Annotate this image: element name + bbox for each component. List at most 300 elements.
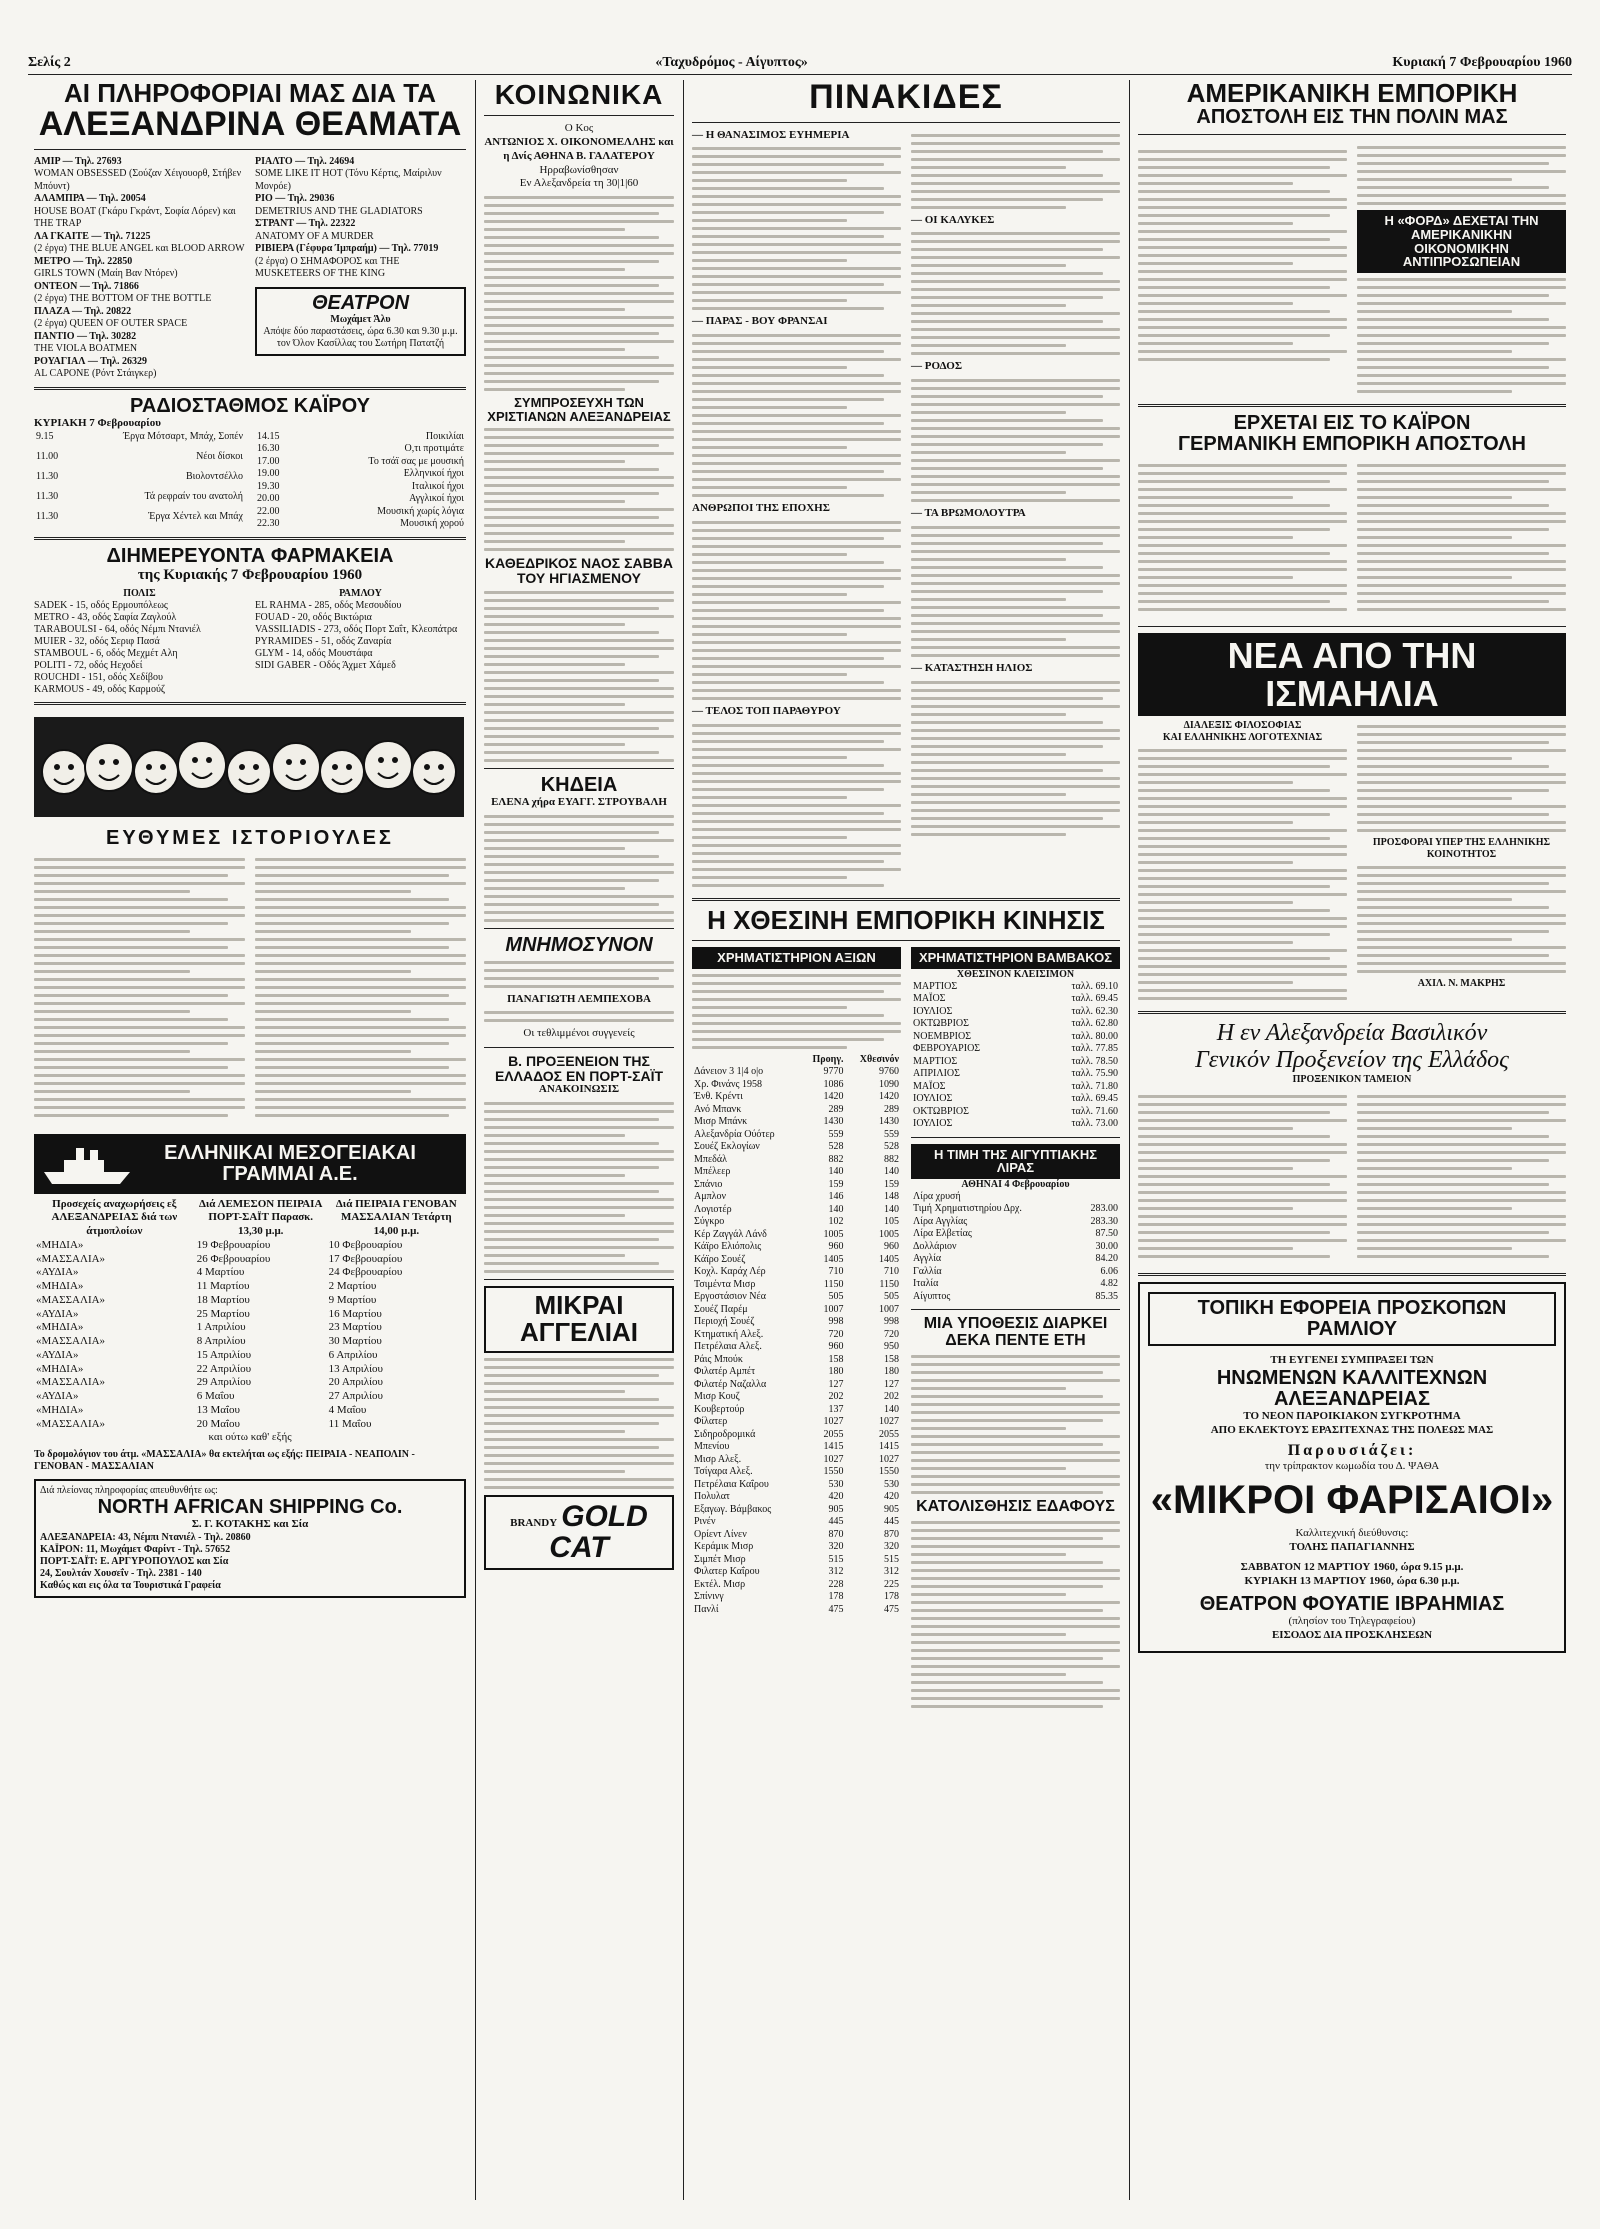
bourse-row-cell: 2055: [823, 1428, 844, 1440]
bourse-row-cell: Εκτέλ. Μισρ: [694, 1578, 746, 1590]
bourse-row: [692, 1216, 901, 1229]
radio-row: [34, 471, 245, 491]
radio-row-cell: Έργα Μότσαρτ, Μπάχ, Σοπέν: [123, 430, 243, 442]
cotton-row: [911, 1118, 1120, 1131]
cotton-row-cell: ΟΚΤΩΒΡΙΟΣ: [913, 1018, 969, 1030]
bourse-row-cell: 710: [828, 1266, 844, 1278]
bourse-row-cell: 1430: [879, 1116, 899, 1128]
column-3: [686, 80, 1126, 2210]
cathedral-title: ΚΑΘΕΔΡΙΚΟΣ ΝΑΟΣ ΣΑΒΒΑ ΤΟΥ ΗΓΙΑΣΜΕΝΟΥ: [485, 555, 673, 587]
bourse-table: [692, 1054, 901, 1617]
bourse-row-cell: Πανλί: [694, 1603, 719, 1615]
bourse-row-cell: 158: [828, 1353, 844, 1365]
cinema-entry: ΡΙΑΛΤΟ — Τηλ. 24694: [255, 155, 355, 167]
schedule-date: 29 Απριλίου: [196, 1376, 252, 1389]
cotton-row-cell: ταλλ. 73.00: [1071, 1118, 1118, 1130]
bourse-row-cell: Μισρ Αλεξ.: [694, 1453, 742, 1465]
consulate-title-1: Η εν Αλεξανδρεία Βασιλικόν: [1216, 1020, 1488, 1047]
pound-row: [911, 1241, 1120, 1254]
pharmacy-entry: SADEK - 15, οδός Ερμουπόλεως: [34, 599, 168, 611]
german-mission-title-1: ΕΡΧΕΤΑΙ ΕΙΣ ΤΟ ΚΑΪΡΟΝ: [1233, 411, 1471, 434]
cinema-list-right: [255, 156, 466, 381]
schedule-date: 13 Μαΐου: [196, 1403, 240, 1416]
schedule-head-3: Διά ΠΕΙΡΑΙΑ ΓΕΝΟΒΑΝ ΜΑΣΣΑΛΙΑΝ Τετάρτη 14,00 μ.μ.: [335, 1197, 457, 1238]
bourse-row-cell: 159: [884, 1178, 899, 1190]
pound-row-cell: Δολλάριον: [913, 1240, 957, 1252]
funeral-text: [484, 815, 674, 922]
bourse-row-cell: 1420: [823, 1091, 844, 1103]
engagement-notice: [484, 122, 674, 191]
bourse-row-cell: Κεράμικ Μισρ: [694, 1541, 754, 1553]
cinema-entry: THE VIOLA BOATMEN: [34, 343, 138, 355]
bourse-row: [692, 1316, 901, 1329]
radio-row-cell: Νέοι δίσκοι: [196, 450, 243, 462]
nas-line: ΚΑΪΡΟΝ: 11, Μωχάμετ Φαρίντ - Τηλ. 57652: [40, 1543, 231, 1555]
pharmacy-entry: VASSILIADIS - 273, οδός Πορτ Σαΐτ, Κλεοπάτρα: [255, 623, 458, 635]
bourse-row: [692, 1254, 901, 1267]
pharmacy-entry: KARMOUS - 49, οδός Καρμούζ: [34, 683, 166, 695]
cotton-row-cell: ΙΟΥΛΙΟΣ: [913, 1005, 953, 1017]
pound-row-cell: [1074, 1191, 1120, 1204]
bourse-row-cell: 475: [884, 1603, 899, 1615]
schedule-row: [34, 1376, 466, 1390]
consulate-sub: ΠΡΟΞΕΝΙΚΟΝ ΤΑΜΕΙΟΝ: [1292, 1074, 1412, 1086]
pharmacy-entry: EL RAHMA - 285, οδός Μεσουδίου: [255, 599, 402, 611]
pound-row: [911, 1266, 1120, 1279]
schedule-ship: «ΜΑΣΣΑΛΙΑ»: [36, 1335, 106, 1348]
schedule-row: [34, 1253, 466, 1267]
memorial-title: ΜΝΗΜΟΣΥΝΟΝ: [505, 933, 653, 956]
schedule-row: [34, 1321, 466, 1335]
bourse-row: [692, 1279, 901, 1292]
bourse-row: [692, 1341, 901, 1354]
bourse-row-cell: 178: [828, 1591, 844, 1603]
bourse-row-cell: 202: [828, 1391, 844, 1403]
bourse-row-cell: Αμπλον: [694, 1191, 727, 1203]
theatron-sign: ΘΕΑΤΡΟΝ: [311, 291, 410, 314]
schedule-ship: «ΜΗΔΙΑ»: [36, 1362, 84, 1375]
engagement-intro: Ο Κος: [564, 122, 594, 135]
bourse-row-cell: 420: [828, 1491, 844, 1503]
schedule-date: 13 Απριλίου: [328, 1362, 384, 1375]
nas-line: ΠΟΡΤ-ΣΑΪΤ: Ε. ΑΡΓΥΡΟΠΟΥΛΟΣ και Σία: [40, 1555, 229, 1567]
cotton-row: [911, 1031, 1120, 1044]
newspaper-title: «Ταχυδρόμος - Αίγυπτος»: [655, 55, 808, 70]
cinema-entry: (2 έργα) THE BLUE ANGEL και BLOOD ARROW: [34, 243, 245, 255]
pound-row: [911, 1278, 1120, 1291]
bourse-row: [692, 1504, 901, 1517]
bourse-row: [692, 1454, 901, 1467]
bourse-row-cell: 289: [828, 1103, 844, 1115]
bourse-row-cell: 950: [884, 1341, 899, 1353]
schedule-date: 23 Μαρτίου: [328, 1321, 382, 1334]
schedule-ship: «ΜΗΔΙΑ»: [36, 1238, 84, 1251]
bourse-row: [692, 1366, 901, 1379]
nas-line: 24, Σουλτάν Χουσεΐν - Τηλ. 2381 - 140: [40, 1567, 202, 1579]
cotton-row: [911, 1106, 1120, 1119]
cotton-row-cell: ταλλ. 71.80: [1071, 1080, 1118, 1092]
social-text: [484, 196, 674, 391]
bourse-row-cell: 1027: [823, 1416, 844, 1428]
pound-row-cell: Γαλλία: [913, 1265, 942, 1277]
bourse-row-cell: 905: [828, 1503, 844, 1515]
bourse-row: [692, 1166, 901, 1179]
radio-row-cell: Το τσάϊ σας με μουσική: [368, 455, 464, 467]
bourse-row: [692, 1266, 901, 1279]
schedule-row: [34, 1404, 466, 1418]
pharmacy-entry: STAMBOUL - 6, οδός Μεχμέτ Αλη: [34, 647, 178, 659]
schedule-ship: «ΜΑΣΣΑΛΙΑ»: [36, 1293, 106, 1306]
cinema-entry: AL CAPONE (Ρόντ Στάιγκερ): [34, 368, 157, 380]
pound-row-cell: 283.30: [1090, 1215, 1118, 1227]
radio-row-cell: Ελληνικοί ήχοι: [403, 468, 464, 480]
pound-row-cell: 30.00: [1095, 1240, 1118, 1252]
bourse-row-cell: 102: [828, 1216, 844, 1228]
bourse-row-cell: Φιλατέρ Ναζαλλα: [694, 1378, 767, 1390]
scouts-line1: ΤΗ ΕΥΓΕΝΕΙ ΣΥΜΠΡΑΞΕΙ ΤΩΝ: [1270, 1354, 1434, 1367]
bourse-row: [692, 1241, 901, 1254]
pound-row-cell: 87.50: [1095, 1228, 1118, 1240]
deceased-name: ΕΛΕΝΑ χήρα ΕΥΑΓΓ. ΣΤΡΟΥΒΑΛΗ: [491, 795, 667, 808]
bourse-row-cell: 1430: [823, 1116, 844, 1128]
radio-row: [255, 456, 466, 469]
cinema-entry: ANATOMY OF A MURDER: [255, 230, 374, 242]
bourse-row: [692, 1604, 901, 1617]
memorial-name: ΠΑΝΑΓΙΩΤΗ ΛΕΜΠΕΧΟΒΑ: [507, 992, 651, 1005]
schedule-date: 30 Μαρτίου: [328, 1335, 382, 1348]
bourse-row: [692, 1291, 901, 1304]
radio-row-cell: Μουσική χωρίς λόγια: [377, 505, 464, 517]
pound-row: [911, 1228, 1120, 1241]
american-mission-subtitle: ΑΠΟΣΤΟΛΗ ΕΙΣ ΤΗΝ ΠΟΛΙΝ ΜΑΣ: [1196, 106, 1508, 129]
radio-row: [34, 511, 245, 531]
radio-row-cell: Έργα Χέντελ και Μπάχ: [148, 510, 243, 522]
bourse-row: [692, 1066, 901, 1079]
bourse-row-cell: 960: [828, 1341, 844, 1353]
schedule-date: 20 Απριλίου: [328, 1376, 384, 1389]
cotton-row: [911, 1006, 1120, 1019]
bourse-header-cell: Προηγ.: [812, 1053, 844, 1065]
bourse-row: [692, 1079, 901, 1092]
market-title: Η ΧΘΕΣΙΝΗ ΕΜΠΟΡΙΚΗ ΚΙΝΗΣΙΣ: [707, 904, 1105, 935]
bourse-row-cell: 180: [884, 1366, 899, 1378]
bourse-row-cell: 289: [884, 1103, 899, 1115]
bourse-row: [692, 1391, 901, 1404]
radio-row-cell: 16.30: [257, 443, 280, 455]
bourse-row: [692, 1416, 901, 1429]
bourse-row-cell: 320: [828, 1541, 844, 1553]
bourse-row: [692, 1091, 901, 1104]
bourse-row-cell: Φιλατέρ Αμπέτ: [694, 1366, 756, 1378]
pound-row-cell: Τιμή Χρηματιστηρίου Δρχ.: [913, 1203, 1022, 1215]
masthead: [28, 52, 1572, 75]
director-label: Καλλιτεχνική διεύθυνσις:: [1295, 1527, 1409, 1540]
cinema-list-left: [34, 156, 245, 381]
radio-row-cell: 22.30: [257, 518, 280, 530]
ismailia-sub2: ΚΑΙ ΕΛΛΗΝΙΚΗΣ ΛΟΓΟΤΕΧΝΙΑΣ: [1162, 732, 1323, 744]
cotton-row-cell: ΦΕΒΡΟΥΑΡΙΟΣ: [913, 1043, 981, 1055]
schedule-row: [34, 1335, 466, 1349]
cinema-entry: ΛΑ ΓΚΑΙΤΕ — Τηλ. 71225: [34, 230, 151, 242]
bourse-row-cell: Τσιμέντα Μισρ: [694, 1278, 756, 1290]
schedule-date: 16 Μαρτίου: [328, 1307, 382, 1320]
german-mission-title-2: ΓΕΡΜΑΝΙΚΗ ΕΜΠΟΡΙΚΗ ΑΠΟΣΤΟΛΗ: [1178, 432, 1526, 455]
cinema-entry: ΟΝΤΕΟΝ — Τηλ. 71866: [34, 280, 139, 292]
pound-row-cell: Αίγυπτος: [913, 1290, 951, 1302]
sailing-schedule: [34, 1198, 466, 1432]
bourse-row-cell: 9770: [823, 1066, 844, 1078]
bourse-row: [692, 1529, 901, 1542]
american-mission-title: ΑΜΕΡΙΚΑΝΙΚΗ ΕΜΠΟΡΙΚΗ: [1186, 80, 1518, 108]
radio-row-cell: Ο,τι προτιμάτε: [404, 443, 464, 455]
bourse-row-cell: 505: [828, 1291, 844, 1303]
cotton-title: ΧΡΗΜΑΤΙΣΤΗΡΙΟΝ ΒΑΜΒΑΚΟΣ: [911, 947, 1120, 969]
case-title: ΜΙΑ ΥΠΟΘΕΣΙΣ ΔΙΑΡΚΕΙ ΔΕΚΑ ΠΕΝΤΕ ΕΤΗ: [923, 1315, 1108, 1350]
cotton-row-cell: ΜΑΪΟΣ: [913, 993, 946, 1005]
bourse-row-cell: 1027: [879, 1416, 899, 1428]
pound-row-cell: 84.20: [1095, 1253, 1118, 1265]
schedule-date: 9 Μαρτίου: [328, 1293, 377, 1306]
cotton-row: [911, 1056, 1120, 1069]
bourse-row-cell: 505: [884, 1291, 899, 1303]
bourse-row-cell: 528: [828, 1141, 844, 1153]
bourse-row-cell: 559: [884, 1128, 899, 1140]
stories-text-col1: [34, 853, 245, 1122]
radio-row-cell: Ιταλικοί ήχοι: [411, 480, 464, 492]
bourse-row-cell: Ράις Μπούκ: [694, 1353, 743, 1365]
schedule-date: 1 Απριλίου: [196, 1321, 246, 1334]
schedule-head-1: Προσεχείς αναχωρήσεις εξ ΑΛΕΞΑΝΔΡΕΙΑΣ διά των άτμοπλοίων: [51, 1197, 178, 1238]
pharmacy-right-header: ΡΑΜΛΟΥ: [339, 587, 382, 599]
schedule-date: 6 Απριλίου: [328, 1348, 378, 1361]
scouts-line2: ΗΝΩΜΕΝΩΝ ΚΑΛΛΙΤΕΧΝΩΝ ΑΛΕΞΑΝΔΡΕΙΑΣ: [1216, 1367, 1488, 1411]
engagement-status: Ηρραβωνίσθησαν: [539, 163, 619, 176]
bourse-row: [692, 1129, 901, 1142]
notes-sub6: ΑΝΘΡΩΠΟΙ ΤΗΣ ΕΠΟΧΗΣ: [692, 502, 830, 515]
scouts-play-ad: [1138, 1282, 1566, 1653]
radio-row-cell: 11.00: [36, 450, 59, 462]
pound-row-cell: Λίρα Αγγλίας: [913, 1215, 968, 1227]
radio-row-cell: 19.00: [257, 468, 280, 480]
gold-cat-name: GOLD CAT: [549, 1499, 648, 1565]
bourse-row-cell: 515: [884, 1553, 899, 1565]
cinema-entry: ΡΙΟ — Τηλ. 29036: [255, 193, 335, 205]
schedule-ship: «ΑΥΔΙΑ»: [36, 1307, 79, 1320]
theatre-title-line2: ΑΛΕΞΑΝΔΡΙΝΑ ΘΕΑΜΑΤΑ: [38, 105, 462, 144]
bourse-row: [692, 1479, 901, 1492]
schedule-ship: «ΜΑΣΣΑΛΙΑ»: [36, 1252, 106, 1265]
bourse-row-cell: Κέρ Ζαγγάλ Λάνδ: [694, 1228, 767, 1240]
bourse-row: [692, 1379, 901, 1392]
bourse-row-cell: Σουέζ Εκλογίων: [694, 1141, 760, 1153]
cotton-row-cell: ταλλ. 69.45: [1071, 1093, 1118, 1105]
ismailia-title: ΝΕΑ ΑΠΟ ΤΗΝ ΙΣΜΑΗΛΙΑ: [1138, 633, 1566, 717]
cinema-entry: ΜΕΤΡΟ — Τηλ. 22850: [34, 255, 133, 267]
schedule-date: 25 Μαρτίου: [196, 1307, 250, 1320]
cinema-entry: ΠΛΑΖΑ — Τηλ. 20822: [34, 305, 132, 317]
schedule-ship: «ΜΑΣΣΑΛΙΑ»: [36, 1417, 106, 1430]
bourse-row-cell: Ένθ. Κρέντι: [694, 1091, 743, 1103]
schedule-date: 18 Μαρτίου: [196, 1293, 250, 1306]
cathedral-text: [484, 591, 674, 762]
cinema-entry: ΡΙΒΙΕΡΑ (Γέφυρα Ίμπραήμ) — Τηλ. 77019: [255, 243, 439, 255]
gold-cat-ad: [484, 1495, 674, 1570]
notes-sub3: — ΠΑΡΑΣ - ΒΟΥ ΦΡΑΝΣΑΙ: [692, 315, 828, 328]
bourse-row: [692, 1354, 901, 1367]
bourse-row-cell: 1415: [879, 1441, 899, 1453]
radio-row: [34, 491, 245, 511]
schedule-ship: «ΜΗΔΙΑ»: [36, 1321, 84, 1334]
bourse-row: [692, 1566, 901, 1579]
director-name: ΤΟΛΗΣ ΠΑΠΑΓΙΑΝΝΗΣ: [1289, 1541, 1415, 1554]
bourse-row-cell: 140: [884, 1166, 899, 1178]
prayer-text: [484, 428, 674, 551]
bourse-row-cell: 180: [828, 1366, 844, 1378]
cotton-row-cell: ταλλ. 78.50: [1071, 1055, 1118, 1067]
column-2: [478, 80, 680, 2210]
schedule-date: 20 Μαΐου: [196, 1417, 240, 1430]
bourse-row: [692, 1554, 901, 1567]
schedule-date: 8 Απριλίου: [196, 1335, 246, 1348]
bourse-row-cell: 1405: [879, 1253, 899, 1265]
radio-title: ΡΑΔΙΟΣΤΑΘΜΟΣ ΚΑΪΡΟΥ: [130, 394, 370, 417]
bourse-row-cell: Εργοστάσιον Νέα: [694, 1291, 766, 1303]
notes-sub2: — ΟΙ ΚΑΛΥΚΕΣ: [911, 213, 995, 226]
entry-note: ΕΙΣΟΔΟΣ ΔΙΑ ΠΡΟΣΚΛΗΣΕΩΝ: [1271, 1629, 1433, 1642]
schedule-date: 10 Φεβρουαρίου: [328, 1238, 403, 1251]
classifieds-text: [484, 1358, 674, 1489]
bourse-row-cell: 1086: [823, 1078, 844, 1090]
notes-body: [692, 129, 1120, 892]
schedule-row: [34, 1390, 466, 1404]
nas-line: Καθώς και εις όλα τα Τουριστικά Γραφεία: [40, 1579, 221, 1591]
north-african-shipping-ad: [34, 1479, 466, 1598]
pharmacy-entry: PYRAMIDES - 51, οδός Ζαναρία: [255, 635, 392, 647]
column-rule: [1129, 80, 1130, 2200]
bourse-row: [692, 1516, 901, 1529]
bourse-row-cell: 1007: [879, 1303, 899, 1315]
bourse-row-cell: Πολυλατ: [694, 1491, 730, 1503]
cotton-row-cell: ΙΟΥΛΙΟΣ: [913, 1093, 953, 1105]
bourse-row-cell: 202: [884, 1391, 899, 1403]
radio-row: [255, 431, 466, 444]
cinema-entry: (2 έργα) THE BOTTOM OF THE BOTTLE: [34, 293, 212, 305]
cinema-entry: GIRLS TOWN (Μαίη Βαν Ντόρεν): [34, 268, 178, 280]
radio-row: [34, 451, 245, 471]
bourse-row-cell: Κάϊρο Σουέζ: [694, 1253, 746, 1265]
bourse-row-cell: Μπενίου: [694, 1441, 730, 1453]
schedule-date: 17 Φεβρουαρίου: [328, 1252, 403, 1265]
cotton-table: [911, 981, 1120, 1131]
bourse-row-cell: Μισρ Μπάνκ: [694, 1116, 748, 1128]
bourse-row: [692, 1229, 901, 1242]
pharmacy-entry: ROUCHDI - 151, οδός Χεδίβου: [34, 671, 163, 683]
schedule-ship: «ΑΥΔΙΑ»: [36, 1266, 79, 1279]
cotton-subtitle: ΧΘΕΣΙΝΟΝ ΚΛΕΙΣΙΜΟΝ: [956, 968, 1075, 980]
stories-title: ΕΥΘΥΜΕΣ ΙΣΤΟΡΙΟΥΛΕΣ: [106, 826, 394, 849]
cinema-entry: DEMETRIUS AND THE GLADIATORS: [255, 205, 423, 217]
bourse-row-cell: 1027: [879, 1453, 899, 1465]
nas-head: Διά πλείονας πληροφορίας απευθυνθήτε ως:: [40, 1485, 218, 1497]
radio-row-cell: 22.00: [257, 505, 280, 517]
cotton-row-cell: ΟΚΤΩΒΡΙΟΣ: [913, 1105, 969, 1117]
bourse-row-cell: Σπίνινγ: [694, 1591, 724, 1603]
engagement-place: Εν Αλεξανδρεία τη 30|1|60: [519, 177, 639, 190]
bourse-row: [692, 1441, 901, 1454]
bourse-row-cell: Εξαγωγ. Βάμβακος: [694, 1503, 772, 1515]
play-title: «ΜΙΚΡΟΙ ΦΑΡΙΣΑΙΟΙ»: [1150, 1478, 1554, 1523]
bourse-header: [692, 1054, 901, 1067]
classifieds-title: ΜΙΚΡΑΙ ΑΓΓΕΛΙΑΙ: [484, 1286, 674, 1353]
bourse-title: ΧΡΗΜΑΤΙΣΤΗΡΙΟΝ ΑΞΙΩΝ: [692, 947, 901, 969]
notes-title: ΠΙΝΑΚΙΔΕΣ: [809, 80, 1003, 116]
radio-row: [255, 493, 466, 506]
cinema-entry: ΡΟΥΑΓΙΑΛ — Τηλ. 26329: [34, 355, 147, 367]
scouts-line4: ΑΠΟ ΕΚΛΕΚΤΟΥΣ ΕΡΑΣΙΤΕΧΝΑΣ ΤΗΣ ΠΟΛΕΩΣ ΜΑΣ: [1210, 1423, 1494, 1436]
cinema-entry: (2 έργα) QUEEN OF OUTER SPACE: [34, 318, 188, 330]
cinema-entry: ΑΜΙΡ — Τηλ. 27693: [34, 155, 122, 167]
prayer-title: ΣΥΜΠΡΟΣΕΥΧΗ ΤΩΝ ΧΡΙΣΤΙΑΝΩΝ ΑΛΕΞΑΝΔΡΕΙΑΣ: [487, 395, 671, 424]
pharmacy-entry: MUIER - 32, οδός Σεριφ Πασά: [34, 635, 160, 647]
cotton-row-cell: ΜΑΡΤΙΟΣ: [913, 1055, 958, 1067]
cinema-entry: HOUSE BOAT (Γκάρυ Γκράντ, Σοφία Λόρεν) και THE TRAP: [34, 205, 236, 230]
bourse-row-cell: Κτηματική Αλεξ.: [694, 1328, 764, 1340]
theatre-info-title: [34, 80, 466, 143]
memorial-sign: Οι τεθλιμμένοι συγγενείς: [523, 1027, 635, 1040]
schedule-ship: «ΑΥΔΙΑ»: [36, 1390, 79, 1403]
cotton-row: [911, 1018, 1120, 1031]
american-mission-text-1: [1138, 145, 1347, 394]
cotton-row-cell: ταλλ. 75.90: [1071, 1068, 1118, 1080]
pound-row-cell: Λίρα χρυσή: [913, 1190, 961, 1202]
schedule-row: [34, 1349, 466, 1363]
bourse-row-cell: 882: [884, 1153, 899, 1165]
schedule-ship: «ΜΗΔΙΑ»: [36, 1403, 84, 1416]
column-1: [28, 80, 472, 2210]
bourse-row-cell: 1005: [879, 1228, 899, 1240]
schedule-date: 27 Απριλίου: [328, 1390, 384, 1403]
bourse-row-cell: Χρ. Φινάνς 1958: [694, 1078, 762, 1090]
bourse-row-cell: 870: [884, 1528, 899, 1540]
memorial-text-b: [484, 1011, 674, 1022]
cotton-row-cell: ταλλ. 77.85: [1071, 1043, 1118, 1055]
bourse-row-cell: 420: [884, 1491, 899, 1503]
cotton-row: [911, 1081, 1120, 1094]
pound-place: ΑΘΗΝΑΙ 4 Φεβρουαρίου: [961, 1178, 1070, 1190]
cotton-row-cell: ταλλ. 71.60: [1071, 1105, 1118, 1117]
pound-row-cell: Ιταλία: [913, 1278, 939, 1290]
radio-row-cell: Τά ρεφραίν του ανατολή: [144, 490, 243, 502]
radio-row-cell: Ποικιλίαι: [425, 430, 464, 442]
consulate-text-2: [1357, 1090, 1566, 1263]
cinema-entry: SOME LIKE IT HOT (Τόνυ Κέρτις, Μαίριλυν Μονρόε): [255, 168, 442, 192]
bourse-header-cell: [692, 1054, 801, 1067]
bourse-row-cell: Σύγκρο: [694, 1216, 725, 1228]
bourse-row: [692, 1329, 901, 1342]
notes-sub1: — Η ΘΑΝΑΣΙΜΟΣ ΕΥΗΜΕΡΙΑ: [692, 128, 850, 141]
pound-row-cell: 85.35: [1095, 1290, 1118, 1302]
bourse-row-cell: 1550: [879, 1466, 899, 1478]
ship-icon: [42, 1142, 132, 1186]
schedule-row: [34, 1239, 466, 1253]
scouts-line6: την τρίπρακτον κωμωδία του Δ. ΨΑΘΑ: [1264, 1459, 1440, 1472]
bourse-row: [692, 1304, 901, 1317]
bourse-row: [692, 1429, 901, 1442]
nas-line: ΑΛΕΞΑΝΔΡΕΙΑ: 43, Νέμπι Ντανιέλ - Τηλ. 20860: [40, 1531, 251, 1543]
cinema-listings: [34, 156, 466, 381]
bourse-row-cell: 1090: [879, 1078, 899, 1090]
schedule-date: 11 Μαρτίου: [196, 1280, 250, 1293]
